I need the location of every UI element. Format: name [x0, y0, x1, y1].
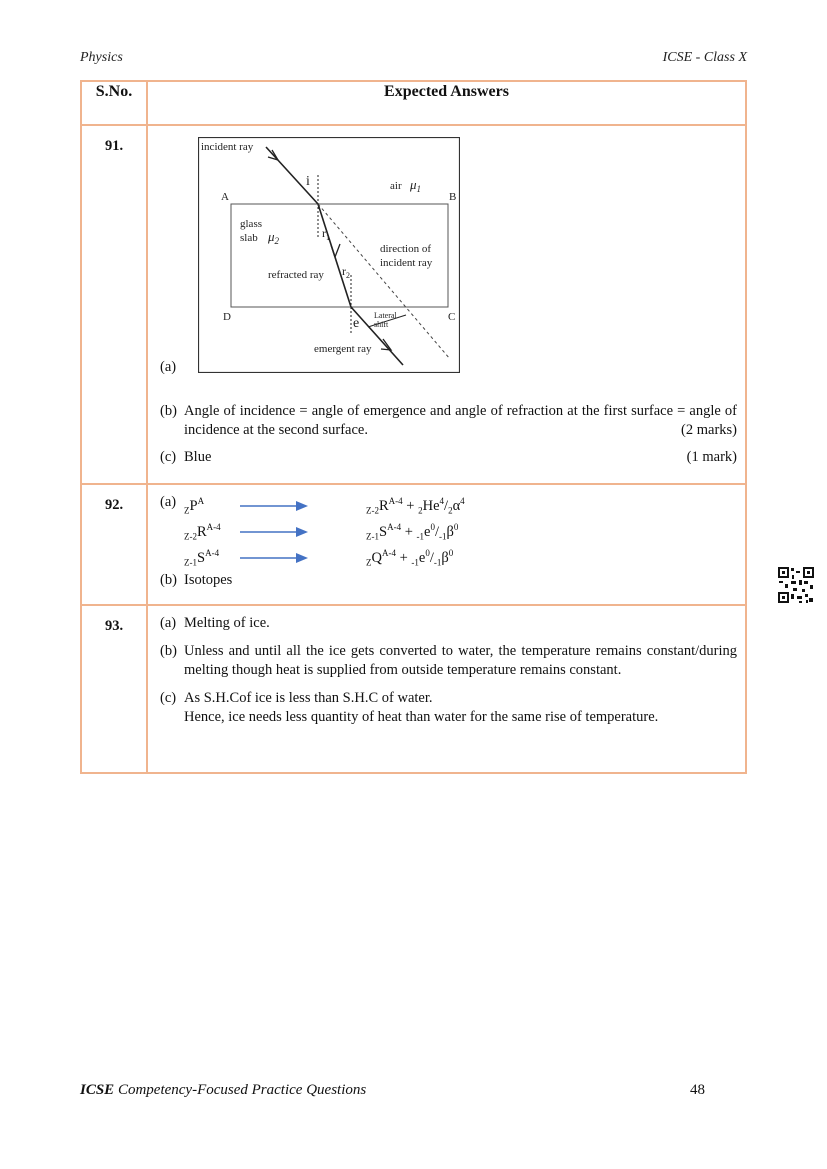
marks-label: (1 mark)	[686, 449, 737, 465]
question-number: 91.	[81, 125, 147, 484]
answer-text: Blue	[184, 449, 212, 465]
label-a: A	[221, 191, 229, 203]
arrow-right-icon	[240, 525, 310, 539]
answer-cell	[147, 605, 746, 773]
label-shift: shift	[374, 320, 389, 329]
answer-text: Isotopes	[184, 572, 233, 588]
answer-text: Hence, ice needs less quantity of heat than water for the same rise of temperature.	[184, 709, 659, 725]
table-row	[81, 484, 746, 605]
diagram-block	[160, 134, 737, 376]
decay-equation-2: $_{Z-2}R^{A-4}$ $_{Z-1}S^{A-4} + _{-1}e^0/_{-1}\beta^0$	[184, 521, 459, 542]
label-r2: $r_2$	[342, 264, 350, 280]
page-number: 48	[690, 1082, 705, 1098]
answer-text: As S.H.Cof ice is less than S.H.C of water.	[184, 690, 433, 706]
footer-brand: ICSE	[80, 1082, 115, 1098]
part-label: (a)	[160, 359, 177, 375]
answer-cell	[147, 125, 746, 484]
answer-part	[160, 689, 737, 727]
answer-text: Melting of ice.	[184, 615, 270, 631]
table-row	[81, 605, 746, 773]
label-mu1: $\mu_1$	[410, 177, 422, 194]
label-d: D	[223, 311, 231, 323]
label-incident-ray-2: incident ray	[380, 257, 433, 269]
part-label: (b)	[160, 403, 177, 419]
decay-equations	[184, 493, 465, 571]
answer-text: Angle of incidence = angle of emergence and angle of refraction at the first surface = angle of incidence at the second surface.	[184, 403, 737, 438]
answer-part	[160, 493, 737, 571]
label-direction-of: direction of	[380, 243, 432, 255]
table-row	[81, 125, 746, 484]
header-subject: Physics	[80, 50, 123, 65]
label-lateral: Lateral	[374, 311, 397, 320]
answer-part	[160, 614, 737, 633]
col-answers: Expected Answers	[147, 81, 746, 125]
label-i: i	[306, 174, 310, 189]
table-header-row	[81, 81, 746, 125]
qr-code-icon[interactable]	[777, 566, 815, 604]
part-label: (a)	[160, 615, 177, 631]
footer-title: ICSE Competency-Focused Practice Questions	[80, 1082, 367, 1098]
label-air: air	[390, 180, 402, 192]
part-label: (b)	[160, 572, 177, 588]
decay-equation-3: $_{Z-1}S^{A-4}$ $_ZQ^{A-4} + _{-1}e^0/_{-1}\beta^0$	[184, 547, 454, 568]
label-glass: glass	[240, 218, 262, 230]
answer-part	[160, 571, 737, 590]
part-label: (c)	[160, 690, 177, 706]
marks-label: (2 marks)	[681, 422, 737, 438]
part-label: (b)	[160, 643, 177, 659]
answer-cell	[147, 484, 746, 605]
answers-table	[80, 80, 747, 774]
answer-part	[160, 448, 737, 467]
question-number: 93.	[81, 605, 147, 773]
label-r1: $r_1$	[322, 226, 330, 242]
part-label: (a)	[160, 494, 177, 510]
label-refracted-ray: refracted ray	[268, 269, 324, 281]
label-b: B	[449, 191, 457, 203]
answer-part	[160, 402, 737, 440]
label-emergent-ray: emergent ray	[314, 343, 372, 355]
label-slab: slab	[240, 232, 258, 244]
refraction-slab-diagram	[198, 137, 460, 373]
label-e: e	[353, 316, 360, 331]
header-course: ICSE - Class X	[662, 50, 747, 65]
arrow-right-icon	[240, 551, 310, 565]
label-mu2: $\mu_2$	[268, 229, 280, 246]
decay-equation-1: $_ZP^A$ $_{Z-2}R^{A-4} + _2He^4/_2\alpha^4$	[184, 495, 465, 516]
answer-text: Unless and until all the ice gets converted to water, the temperature remains constant/during melting though heat is supplied from outside temperature remains constant.	[184, 643, 737, 678]
question-number: 92.	[81, 484, 147, 605]
arrow-right-icon	[240, 499, 310, 513]
label-c: C	[448, 311, 456, 323]
label-incident-ray: incident ray	[201, 141, 254, 153]
col-sno: S.No.	[81, 81, 147, 125]
part-label: (c)	[160, 449, 177, 465]
answer-part	[160, 642, 737, 680]
